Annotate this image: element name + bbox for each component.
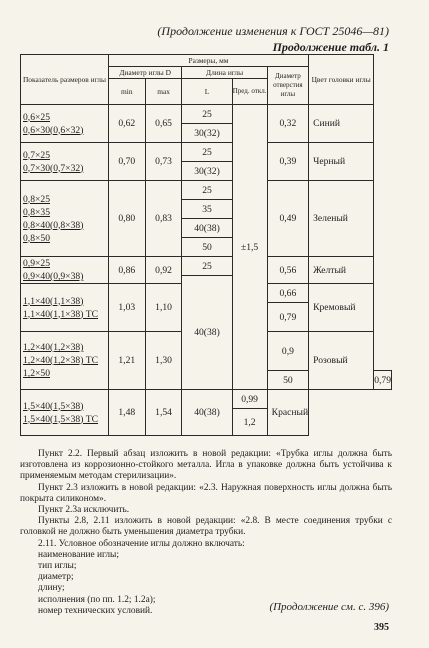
head-color-cell: Желтый: [309, 257, 374, 284]
diameter-min-cell: 0,70: [108, 143, 145, 181]
col-sizes: Размеры, мм: [108, 55, 308, 67]
size-value: 0,8×40(0,8×38): [23, 219, 84, 231]
hole-diameter-cell: 0,79: [267, 303, 308, 332]
size-cell: [21, 390, 109, 436]
note-paragraph: Пункт 2.3 изложить в новой редакции: «2.3. Наружная поверхность иглы должна быть покрыта силиконом».: [20, 482, 392, 504]
hole-diameter-cell: 0,66: [267, 284, 308, 303]
diameter-min-cell: 0,86: [108, 257, 145, 284]
length-cell: 25: [182, 257, 232, 276]
note-paragraph: Пункт 2.3а исключить.: [38, 505, 130, 516]
document-header-reference: (Продолжение изменения к ГОСТ 25046—81): [157, 24, 389, 38]
col-indicator: Показатель размеров иглы: [21, 55, 109, 105]
length-cell: 40(38): [182, 276, 232, 390]
size-value: 0,7×25: [23, 149, 50, 161]
col-color: Цвет головки иглы: [309, 55, 374, 105]
list-item: исполнения (по пп. 1.2; 1.2а);: [38, 594, 156, 605]
length-cell: 40(38): [182, 390, 232, 436]
diameter-min-cell: 1,48: [108, 390, 145, 436]
length-cell: 25: [182, 181, 232, 200]
length-cell: 30(32): [182, 124, 232, 143]
col-deviation: Пред. откл.: [232, 79, 267, 105]
hole-diameter-cell: 0,9: [267, 332, 308, 371]
hole-diameter-cell: 0,39: [267, 143, 308, 181]
size-value: 0,7×30(0,7×32): [23, 162, 84, 174]
length-cell: 40(38): [182, 219, 232, 238]
head-color-cell: Синий: [309, 105, 374, 143]
diameter-min-cell: 0,80: [108, 181, 145, 257]
hole-diameter-cell: 0,99: [232, 390, 267, 409]
length-cell: 25: [182, 105, 232, 124]
note-paragraph: Пункт 2.2. Первый абзац изложить в новой редакции: «Трубка иглы должна быть изготовлена из коррозионно-стойкого металла. Игла в упаковке должна быть устойчива к применяемым методам стерилизации».: [20, 449, 392, 482]
head-color-cell: Кремовый: [309, 284, 374, 332]
size-cell: [21, 284, 109, 332]
list-item: наименование иглы;: [38, 549, 119, 560]
size-cell: [21, 257, 109, 284]
col-needle-length: Длина иглы: [182, 67, 267, 79]
table-row: [21, 143, 392, 162]
size-value: 1,2×40(1,2×38) ТС: [23, 355, 99, 366]
col-min: min: [108, 79, 145, 105]
needle-dimensions-table: [20, 54, 392, 436]
continuation-note: (Продолжение см. с. 396): [269, 601, 389, 613]
list-item: длину;: [38, 583, 65, 594]
size-value: 1,5×40(1,5×38): [23, 400, 84, 412]
diameter-max-cell: 1,30: [145, 332, 182, 390]
col-length-l: L: [182, 79, 232, 105]
size-value: 0,6×30(0,6×32): [23, 124, 84, 136]
size-value: 0,6×25: [23, 111, 50, 123]
size-value: 1,2×40(1,2×38): [23, 342, 84, 353]
table-row: [21, 105, 392, 124]
size-value: 1,2×50: [23, 368, 50, 379]
diameter-min-cell: 1,21: [108, 332, 145, 390]
hole-diameter-cell: 0,49: [267, 181, 308, 257]
size-value: 1,1×40(1,1×38): [23, 295, 84, 307]
head-color-cell: Розовый: [309, 332, 374, 390]
list-item: тип иглы;: [38, 561, 77, 572]
hole-diameter-cell: 0,32: [267, 105, 308, 143]
size-cell: [21, 332, 109, 390]
length-cell: 50: [182, 238, 232, 257]
size-value: 0,9×25: [23, 258, 50, 269]
diameter-max-cell: 0,73: [145, 143, 182, 181]
size-cell: [21, 105, 109, 143]
size-value: 0,9×40(0,9×38): [23, 271, 84, 282]
head-color-cell: Зеленый: [309, 181, 374, 257]
head-color-cell: Черный: [309, 143, 374, 181]
list-item: диаметр;: [38, 572, 74, 583]
col-hole-diameter: Диаметр отверстия иглы: [267, 67, 308, 105]
hole-diameter-cell: 0,79: [374, 371, 392, 390]
size-value: 1,5×40(1,5×38) ТС: [23, 413, 99, 425]
size-value: 0,8×35: [23, 206, 50, 218]
deviation-cell: ±1,5: [232, 105, 267, 390]
hole-diameter-cell: 0,56: [267, 257, 308, 284]
list-item: номер технических условий.: [38, 605, 153, 616]
diameter-max-cell: 1,54: [145, 390, 182, 436]
table-row: [21, 181, 392, 200]
amendment-notes: [20, 449, 392, 617]
page-number: 395: [374, 622, 389, 633]
length-cell: 25: [182, 143, 232, 162]
diameter-max-cell: 1,10: [145, 284, 182, 332]
head-color-cell: Красный: [267, 390, 308, 436]
diameter-max-cell: 0,65: [145, 105, 182, 143]
size-value: 0,8×25: [23, 193, 50, 205]
size-value: 0,8×50: [23, 232, 50, 244]
size-value: 1,1×40(1,1×38) ТС: [23, 308, 99, 320]
size-cell: [21, 143, 109, 181]
size-cell: [21, 181, 109, 257]
diameter-max-cell: 0,92: [145, 257, 182, 284]
hole-diameter-cell: 1,2: [232, 409, 267, 436]
length-cell: 35: [182, 200, 232, 219]
diameter-min-cell: 1,03: [108, 284, 145, 332]
table-row: [21, 257, 392, 276]
length-cell: 30(32): [182, 162, 232, 181]
diameter-min-cell: 0,62: [108, 105, 145, 143]
table-row: [21, 390, 392, 409]
col-needle-diameter: Диаметр иглы D: [108, 67, 182, 79]
length-cell: 50: [267, 371, 308, 390]
note-paragraph: 2.11. Условное обозначение иглы должно включать:: [38, 538, 245, 549]
note-paragraph: Пункты 2.8, 2.11 изложить в новой редакции: «2.8. В месте соединения трубки с головкой не должно быть уменьшения диаметра трубки.: [20, 516, 392, 538]
diameter-max-cell: 0,83: [145, 181, 182, 257]
col-max: max: [145, 79, 182, 105]
table-continuation-label: Продолжение табл. 1: [272, 40, 389, 54]
